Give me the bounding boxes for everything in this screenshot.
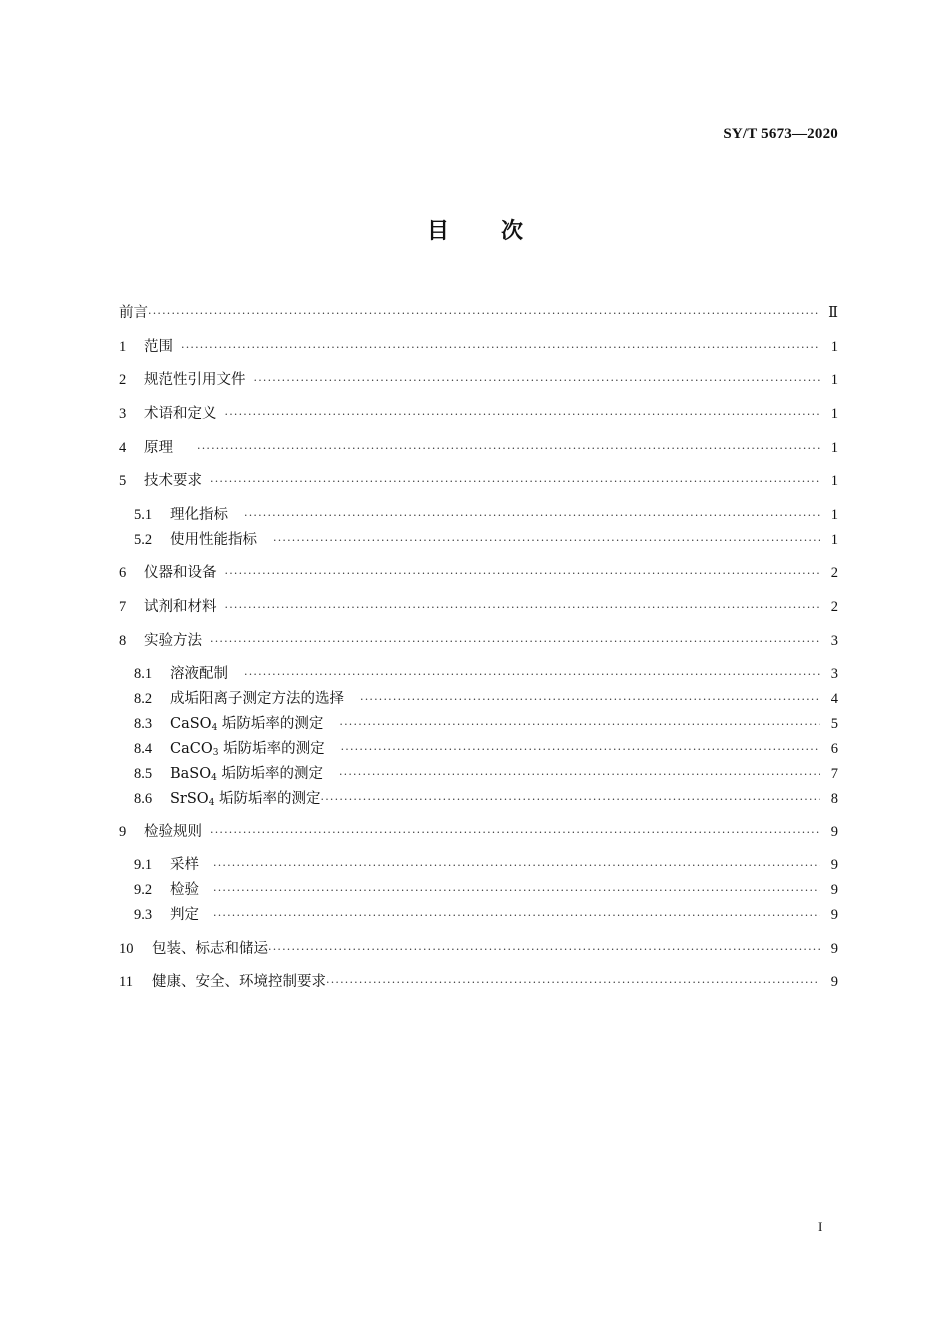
toc-entry-8[interactable] — [119, 631, 838, 651]
toc-number: 5.2 — [134, 532, 153, 548]
toc-entry-8-6[interactable] — [134, 789, 838, 809]
toc-page: 9 — [830, 882, 838, 898]
toc-page: 8 — [830, 791, 838, 807]
toc-label: 健康、安全、环境控制要求 — [152, 974, 326, 990]
toc-page: 7 — [830, 766, 838, 782]
toc-label: 前言 — [119, 305, 148, 321]
formula: SrSO — [170, 791, 209, 807]
toc-label — [170, 739, 325, 759]
toc-number: 9.2 — [134, 882, 153, 898]
formula: BaSO — [170, 766, 212, 782]
formula: CaCO — [170, 741, 213, 757]
toc-entry-5-2[interactable] — [134, 530, 838, 550]
toc-leader — [181, 338, 820, 358]
toc-leader — [225, 405, 821, 425]
toc-entry-8-3[interactable] — [134, 714, 838, 734]
formula: CaSO — [170, 716, 212, 732]
toc-page: 2 — [830, 599, 838, 615]
toc-page: 3 — [830, 633, 838, 649]
toc-entry-8-2[interactable] — [134, 689, 838, 709]
formula-subscript: 3 — [212, 748, 219, 758]
toc-label: 包装、标志和储运 — [152, 941, 268, 957]
toc-label: 原理 — [144, 440, 173, 456]
toc-entry-9[interactable] — [119, 822, 838, 842]
toc-leader — [213, 906, 820, 926]
toc-leader — [339, 715, 820, 735]
toc-page: 1 — [830, 532, 838, 548]
toc-label: 术语和定义 — [144, 406, 217, 422]
toc-label: 实验方法 — [144, 633, 202, 649]
toc-leader — [360, 690, 820, 710]
toc-number: 8 — [119, 633, 127, 649]
toc-label: 采样 — [170, 857, 199, 873]
toc-page: 9 — [830, 941, 838, 957]
toc-leader — [197, 439, 820, 459]
toc-leader — [210, 823, 820, 843]
toc-entry-foreword[interactable] — [119, 303, 838, 323]
toc-leader — [210, 632, 820, 652]
toc-page: 9 — [830, 907, 838, 923]
toc-number: 9.3 — [134, 907, 153, 923]
toc-label: 检验 — [170, 882, 199, 898]
formula-subscript: 4 — [208, 798, 215, 808]
toc-number: 6 — [119, 565, 127, 581]
toc-entry-8-5[interactable] — [134, 764, 838, 784]
title-char-1: 目 — [426, 219, 449, 244]
toc-entry-4[interactable] — [119, 438, 838, 458]
toc-page: 1 — [830, 507, 838, 523]
toc-number: 8.5 — [134, 766, 153, 782]
toc-label: 理化指标 — [170, 507, 228, 523]
toc-label: 判定 — [170, 907, 199, 923]
formula-subscript: 4 — [211, 723, 218, 733]
toc-page: 2 — [830, 565, 838, 581]
toc-page: 9 — [830, 824, 838, 840]
toc-number: 8.4 — [134, 741, 153, 757]
toc-number: 2 — [119, 372, 127, 388]
toc-label: 技术要求 — [144, 473, 202, 489]
toc-page: 9 — [830, 974, 838, 990]
toc-leader — [326, 973, 820, 993]
toc-number: 4 — [119, 440, 127, 456]
label-rest: 垢防垢率的测定 — [214, 791, 321, 807]
toc-label: 试剂和材料 — [144, 599, 217, 615]
toc-number: 8.3 — [134, 716, 153, 732]
toc-number: 5 — [119, 473, 127, 489]
page-title — [0, 214, 950, 245]
toc-leader — [244, 665, 820, 685]
toc-label: 溶液配制 — [170, 666, 228, 682]
toc-label: 范围 — [144, 339, 173, 355]
toc-entry-5[interactable] — [119, 471, 838, 491]
standard-code: SY/T 5673—2020 — [723, 126, 838, 142]
toc-leader — [213, 881, 820, 901]
toc-entry-2[interactable] — [119, 370, 838, 390]
toc-label — [170, 764, 323, 784]
title-char-2: 次 — [501, 219, 524, 244]
toc-number: 7 — [119, 599, 127, 615]
label-rest: 垢防垢率的测定 — [218, 741, 325, 757]
toc-entry-8-1[interactable] — [134, 664, 838, 684]
toc-label — [170, 789, 321, 809]
toc-page: 1 — [830, 440, 838, 456]
toc-leader — [321, 790, 820, 810]
toc-leader — [213, 856, 820, 876]
toc-page: 1 — [830, 473, 838, 489]
toc-number: 8.1 — [134, 666, 153, 682]
toc-leader — [268, 940, 820, 960]
toc-page: 6 — [830, 741, 838, 757]
toc-label: 仪器和设备 — [144, 565, 217, 581]
toc-entry-6[interactable] — [119, 563, 838, 583]
toc-page: 1 — [830, 339, 838, 355]
toc-page: 4 — [830, 691, 838, 707]
page-number: I — [818, 1219, 823, 1234]
toc-entry-10[interactable] — [119, 939, 838, 959]
toc-entry-9-3[interactable] — [134, 905, 838, 925]
toc-leader — [254, 371, 821, 391]
toc-entry-11[interactable] — [119, 972, 838, 992]
toc-page: 5 — [830, 716, 838, 732]
toc-entry-8-4[interactable] — [134, 739, 838, 759]
toc-leader — [339, 765, 820, 785]
toc-entry-9-2[interactable] — [134, 880, 838, 900]
toc-page: 3 — [830, 666, 838, 682]
toc-label: 检验规则 — [144, 824, 202, 840]
toc-page: Ⅱ — [828, 305, 838, 321]
toc-number: 3 — [119, 406, 127, 422]
toc-page: 9 — [830, 857, 838, 873]
toc-leader — [225, 598, 821, 618]
toc-number: 9 — [119, 824, 127, 840]
label-rest: 垢防垢率的测定 — [216, 766, 323, 782]
toc-entry-7[interactable] — [119, 597, 838, 617]
formula-subscript: 4 — [211, 773, 217, 783]
toc-leader — [225, 564, 821, 584]
toc-number: 8.6 — [134, 791, 153, 807]
toc-leader — [273, 531, 820, 551]
toc-entry-1[interactable] — [119, 337, 838, 357]
toc-number: 10 — [119, 941, 134, 957]
toc-leader — [210, 472, 820, 492]
toc-entry-9-1[interactable] — [134, 855, 838, 875]
toc-leader — [148, 304, 820, 324]
toc-number: 5.1 — [134, 507, 153, 523]
toc-label: 规范性引用文件 — [144, 372, 246, 388]
toc-page: 1 — [830, 372, 838, 388]
toc-label: 使用性能指标 — [170, 532, 257, 548]
toc-leader — [244, 506, 820, 526]
toc-entry-5-1[interactable] — [134, 505, 838, 525]
toc-label — [170, 714, 323, 734]
toc-number: 1 — [119, 339, 127, 355]
toc-number: 9.1 — [134, 857, 153, 873]
toc-leader — [341, 740, 820, 760]
toc-label: 成垢阳离子测定方法的选择 — [170, 691, 344, 707]
toc-number: 11 — [119, 974, 133, 990]
toc-entry-3[interactable] — [119, 404, 838, 424]
toc-page: 1 — [830, 406, 838, 422]
toc-number: 8.2 — [134, 691, 153, 707]
label-rest: 垢防垢率的测定 — [217, 716, 324, 732]
